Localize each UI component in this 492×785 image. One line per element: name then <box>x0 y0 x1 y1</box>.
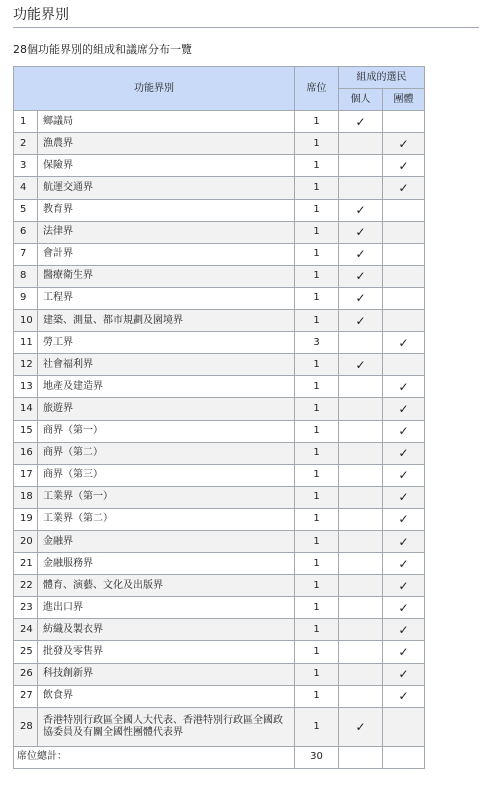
row-number: 24 <box>14 619 38 641</box>
row-number: 18 <box>14 486 38 508</box>
constituency-name: 社會福利界 <box>38 354 295 376</box>
corporate-check-cell <box>383 486 425 508</box>
corporate-check-cell <box>383 685 425 707</box>
table-row <box>14 398 425 420</box>
table-row <box>14 553 425 575</box>
constituency-name: 香港特別行政區全國人大代表、香港特別行政區全國政協委員及有關全國性團體代表界 <box>38 707 295 746</box>
total-seats: 30 <box>295 746 339 768</box>
check-icon: ✓ <box>355 357 366 372</box>
seat-count: 1 <box>295 199 339 221</box>
corporate-check-cell <box>383 619 425 641</box>
constituency-name: 工業界（第二） <box>38 508 295 530</box>
individual-check-cell <box>339 287 383 309</box>
row-number: 13 <box>14 376 38 398</box>
check-icon: ✓ <box>398 181 409 196</box>
check-icon: ✓ <box>398 512 409 527</box>
corporate-check-cell <box>383 221 425 243</box>
row-number: 5 <box>14 199 38 221</box>
row-number: 19 <box>14 508 38 530</box>
seat-count: 1 <box>295 508 339 530</box>
constituency-name: 醫療衛生界 <box>38 265 295 287</box>
corporate-check-cell <box>383 464 425 486</box>
seat-count: 1 <box>295 398 339 420</box>
corporate-check-cell <box>383 707 425 746</box>
row-number: 15 <box>14 420 38 442</box>
table-body <box>14 111 425 747</box>
total-individual-cell <box>339 746 383 768</box>
individual-check-cell <box>339 442 383 464</box>
row-number: 23 <box>14 597 38 619</box>
seat-count: 1 <box>295 597 339 619</box>
table-row <box>14 332 425 354</box>
seat-count: 1 <box>295 376 339 398</box>
table-row <box>14 597 425 619</box>
individual-check-cell <box>339 420 383 442</box>
check-icon: ✓ <box>398 689 409 704</box>
corporate-check-cell <box>383 310 425 332</box>
row-number: 6 <box>14 221 38 243</box>
row-number: 9 <box>14 287 38 309</box>
individual-check-cell <box>339 265 383 287</box>
individual-check-cell <box>339 310 383 332</box>
row-number: 28 <box>14 707 38 746</box>
seat-count: 1 <box>295 486 339 508</box>
row-number: 1 <box>14 111 38 133</box>
header-individual: 個人 <box>339 89 383 111</box>
section-heading: 功能界別 <box>13 6 479 28</box>
constituency-name: 會計界 <box>38 243 295 265</box>
table-row <box>14 663 425 685</box>
check-icon: ✓ <box>355 114 366 129</box>
constituency-name: 體育、演藝、文化及出版界 <box>38 575 295 597</box>
constituency-name: 地產及建造界 <box>38 376 295 398</box>
individual-check-cell <box>339 332 383 354</box>
seat-count: 1 <box>295 310 339 332</box>
seat-count: 1 <box>295 287 339 309</box>
header-composition: 組成的選民 <box>339 67 425 89</box>
seat-count: 1 <box>295 133 339 155</box>
table-row <box>14 707 425 746</box>
seat-count: 1 <box>295 685 339 707</box>
total-label: 席位總計： <box>14 746 295 768</box>
check-icon: ✓ <box>398 468 409 483</box>
corporate-check-cell <box>383 398 425 420</box>
corporate-check-cell <box>383 530 425 552</box>
row-number: 26 <box>14 663 38 685</box>
individual-check-cell <box>339 354 383 376</box>
row-number: 2 <box>14 133 38 155</box>
check-icon: ✓ <box>398 600 409 615</box>
constituency-name: 教育界 <box>38 199 295 221</box>
check-icon: ✓ <box>398 379 409 394</box>
individual-check-cell <box>339 486 383 508</box>
individual-check-cell <box>339 597 383 619</box>
header-constituency: 功能界別 <box>14 67 295 111</box>
constituency-name: 紡織及製衣界 <box>38 619 295 641</box>
corporate-check-cell <box>383 442 425 464</box>
row-number: 17 <box>14 464 38 486</box>
individual-check-cell <box>339 575 383 597</box>
constituency-name: 批發及零售界 <box>38 641 295 663</box>
table-row <box>14 155 425 177</box>
seat-count: 1 <box>295 243 339 265</box>
corporate-check-cell <box>383 133 425 155</box>
constituency-name: 鄉議局 <box>38 111 295 133</box>
seat-count: 1 <box>295 619 339 641</box>
header-corporate: 團體 <box>383 89 425 111</box>
corporate-check-cell <box>383 287 425 309</box>
individual-check-cell <box>339 707 383 746</box>
corporate-check-cell <box>383 177 425 199</box>
check-icon: ✓ <box>398 667 409 682</box>
row-number: 14 <box>14 398 38 420</box>
table-row <box>14 641 425 663</box>
page <box>0 6 492 769</box>
seat-count: 1 <box>295 354 339 376</box>
row-number: 4 <box>14 177 38 199</box>
check-icon: ✓ <box>355 203 366 218</box>
check-icon: ✓ <box>398 490 409 505</box>
row-number: 12 <box>14 354 38 376</box>
seat-count: 1 <box>295 420 339 442</box>
table-row <box>14 111 425 133</box>
individual-check-cell <box>339 111 383 133</box>
seat-count: 1 <box>295 575 339 597</box>
corporate-check-cell <box>383 376 425 398</box>
table-row <box>14 354 425 376</box>
individual-check-cell <box>339 133 383 155</box>
table-row <box>14 177 425 199</box>
seat-count: 1 <box>295 707 339 746</box>
check-icon: ✓ <box>398 424 409 439</box>
corporate-check-cell <box>383 553 425 575</box>
individual-check-cell <box>339 398 383 420</box>
corporate-check-cell <box>383 332 425 354</box>
check-icon: ✓ <box>355 269 366 284</box>
check-icon: ✓ <box>355 247 366 262</box>
table-row <box>14 287 425 309</box>
row-number: 27 <box>14 685 38 707</box>
table-row <box>14 530 425 552</box>
constituency-name: 科技創新界 <box>38 663 295 685</box>
individual-check-cell <box>339 641 383 663</box>
corporate-check-cell <box>383 243 425 265</box>
constituency-name: 進出口界 <box>38 597 295 619</box>
row-number: 20 <box>14 530 38 552</box>
table-row <box>14 265 425 287</box>
check-icon: ✓ <box>398 401 409 416</box>
table-row <box>14 243 425 265</box>
individual-check-cell <box>339 530 383 552</box>
individual-check-cell <box>339 376 383 398</box>
check-icon: ✓ <box>398 136 409 151</box>
row-number: 3 <box>14 155 38 177</box>
seat-count: 1 <box>295 155 339 177</box>
individual-check-cell <box>339 508 383 530</box>
row-number: 22 <box>14 575 38 597</box>
check-icon: ✓ <box>355 313 366 328</box>
check-icon: ✓ <box>398 556 409 571</box>
constituency-name: 商界（第二） <box>38 442 295 464</box>
constituency-name: 保險界 <box>38 155 295 177</box>
corporate-check-cell <box>383 354 425 376</box>
seat-count: 1 <box>295 111 339 133</box>
table-row <box>14 685 425 707</box>
corporate-check-cell <box>383 111 425 133</box>
constituency-name: 金融界 <box>38 530 295 552</box>
table-row <box>14 464 425 486</box>
corporate-check-cell <box>383 575 425 597</box>
constituency-name: 建築、測量、都市規劃及園境界 <box>38 310 295 332</box>
row-number: 7 <box>14 243 38 265</box>
constituency-name: 工業界（第一） <box>38 486 295 508</box>
individual-check-cell <box>339 663 383 685</box>
row-number: 25 <box>14 641 38 663</box>
table-row <box>14 575 425 597</box>
individual-check-cell <box>339 243 383 265</box>
row-number: 8 <box>14 265 38 287</box>
table-row <box>14 508 425 530</box>
individual-check-cell <box>339 199 383 221</box>
corporate-check-cell <box>383 199 425 221</box>
check-icon: ✓ <box>355 291 366 306</box>
check-icon: ✓ <box>398 578 409 593</box>
individual-check-cell <box>339 685 383 707</box>
check-icon: ✓ <box>398 534 409 549</box>
corporate-check-cell <box>383 508 425 530</box>
check-icon: ✓ <box>398 335 409 350</box>
table-row <box>14 376 425 398</box>
row-number: 16 <box>14 442 38 464</box>
seat-count: 1 <box>295 663 339 685</box>
individual-check-cell <box>339 177 383 199</box>
row-number: 21 <box>14 553 38 575</box>
table-row <box>14 221 425 243</box>
header-seats: 席位 <box>295 67 339 111</box>
seat-count: 1 <box>295 221 339 243</box>
individual-check-cell <box>339 221 383 243</box>
seat-count: 1 <box>295 530 339 552</box>
table-row <box>14 199 425 221</box>
check-icon: ✓ <box>398 158 409 173</box>
constituency-name: 法律界 <box>38 221 295 243</box>
individual-check-cell <box>339 619 383 641</box>
table-row <box>14 133 425 155</box>
constituency-name: 商界（第一） <box>38 420 295 442</box>
seat-count: 1 <box>295 641 339 663</box>
seat-count: 3 <box>295 332 339 354</box>
constituency-name: 商界（第三） <box>38 464 295 486</box>
table-row <box>14 619 425 641</box>
constituency-name: 旅遊界 <box>38 398 295 420</box>
check-icon: ✓ <box>355 719 366 734</box>
corporate-check-cell <box>383 420 425 442</box>
corporate-check-cell <box>383 155 425 177</box>
row-number: 10 <box>14 310 38 332</box>
corporate-check-cell <box>383 265 425 287</box>
individual-check-cell <box>339 553 383 575</box>
table-row <box>14 420 425 442</box>
table-row <box>14 442 425 464</box>
constituency-table <box>13 66 425 769</box>
individual-check-cell <box>339 155 383 177</box>
individual-check-cell <box>339 464 383 486</box>
constituency-name: 航運交通界 <box>38 177 295 199</box>
total-row <box>14 746 425 768</box>
seat-count: 1 <box>295 442 339 464</box>
constituency-name: 勞工界 <box>38 332 295 354</box>
row-number: 11 <box>14 332 38 354</box>
check-icon: ✓ <box>398 622 409 637</box>
corporate-check-cell <box>383 641 425 663</box>
constituency-name: 飲食界 <box>38 685 295 707</box>
table-row <box>14 310 425 332</box>
total-corporate-cell <box>383 746 425 768</box>
table-caption: 28個功能界別的組成和議席分布一覽 <box>13 43 192 56</box>
seat-count: 1 <box>295 553 339 575</box>
constituency-name: 工程界 <box>38 287 295 309</box>
check-icon: ✓ <box>398 644 409 659</box>
constituency-name: 漁農界 <box>38 133 295 155</box>
constituency-name: 金融服務界 <box>38 553 295 575</box>
seat-count: 1 <box>295 265 339 287</box>
corporate-check-cell <box>383 663 425 685</box>
seat-count: 1 <box>295 464 339 486</box>
table-row <box>14 486 425 508</box>
check-icon: ✓ <box>355 225 366 240</box>
seat-count: 1 <box>295 177 339 199</box>
check-icon: ✓ <box>398 446 409 461</box>
corporate-check-cell <box>383 597 425 619</box>
